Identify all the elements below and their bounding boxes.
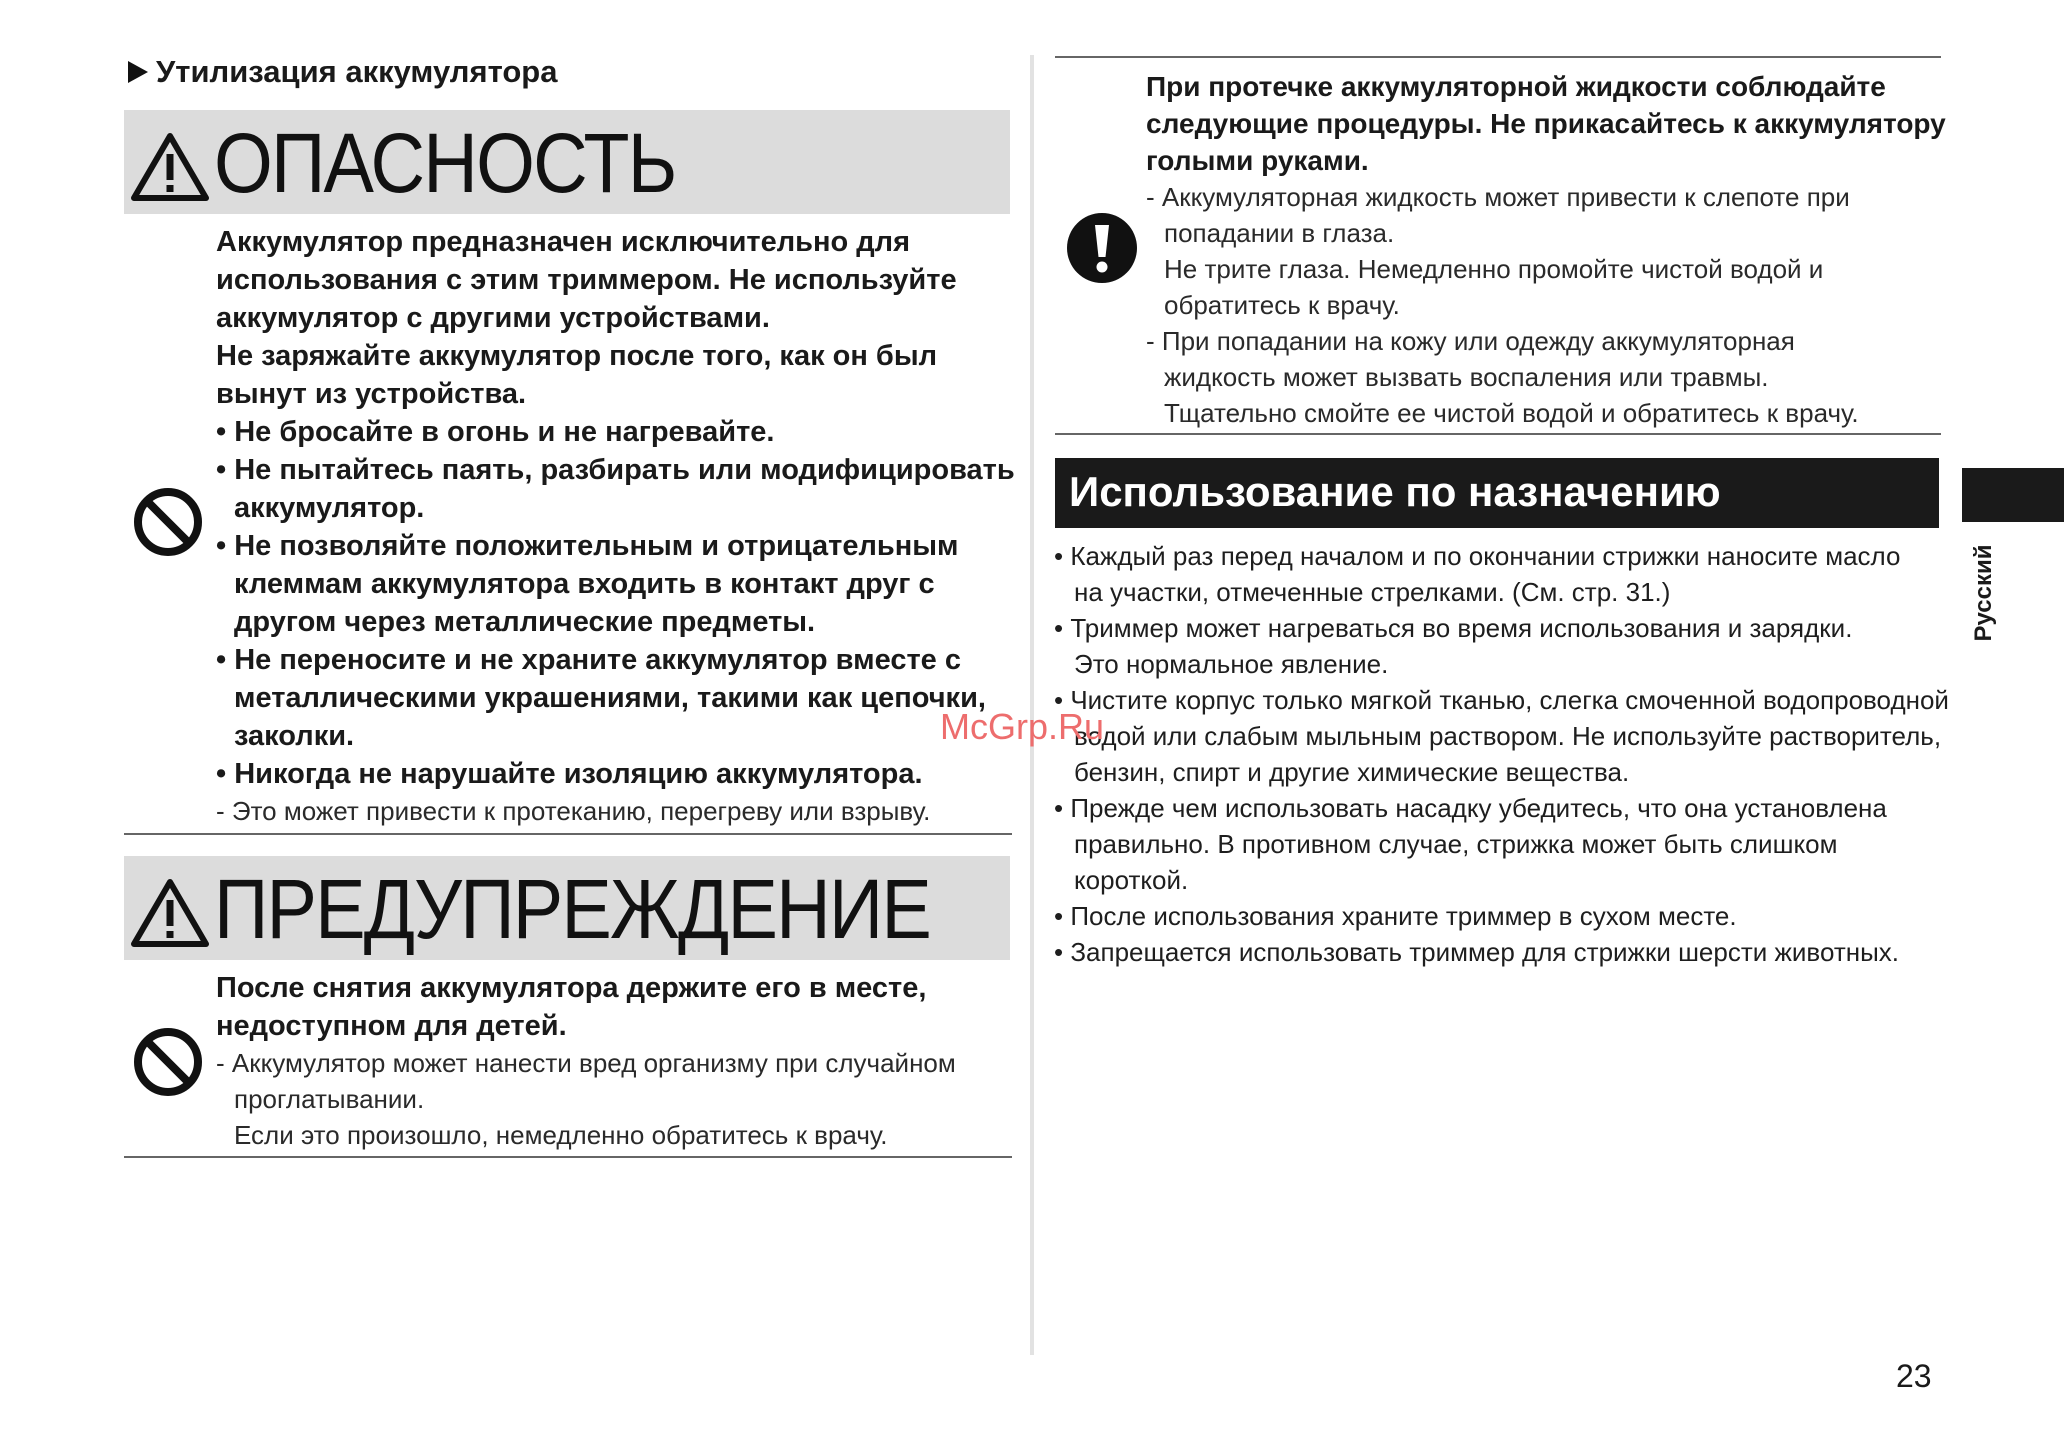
list-item: • Триммер может нагреваться во время использования и зарядки. Это нормальное явление.: [1054, 613, 1853, 679]
warning-intro-line: После снятия аккумулятора держите его в месте,: [216, 972, 927, 1004]
warning-banner: [124, 856, 1010, 960]
leak-item-line: Тщательно смойте ее чистой водой и обратитесь к врачу.: [1164, 398, 1859, 428]
leak-item-line: Не трите глаза. Немедленно промойте чистой водой и: [1164, 254, 1824, 284]
usage-title: Использование по назначению: [1069, 468, 1721, 515]
language-label: Русский: [1970, 544, 1997, 642]
danger-intro-line: Не заряжайте аккумулятор после того, как он был: [216, 340, 938, 372]
list-item: • Запрещается использовать триммер для стрижки шерсти животных.: [1054, 937, 1900, 967]
leak-header-line: следующие процедуры. Не прикасайтесь к аккумулятору: [1146, 108, 1946, 139]
danger-intro-line: использования с этим триммером. Не используйте: [216, 264, 957, 296]
prohibited-icon: [132, 1026, 204, 1098]
danger-bullet: • Не позволяйте положительным и отрицательным клеммам аккумулятора входить в контакт друг с другом через металлические предметы.: [216, 530, 959, 638]
list-item: • Каждый раз перед началом и по окончании стрижки наносите масло на участки, отмеченные стрелками. (См. стр. 31.): [1054, 541, 1901, 607]
danger-title: ОПАСНОСТЬ: [214, 116, 676, 210]
leak-text-block: [1146, 68, 1946, 431]
danger-note: - Это может привести к протеканию, перегреву или взрыву.: [216, 796, 931, 826]
danger-bullet: • Никогда не нарушайте изоляцию аккумулятора.: [216, 758, 923, 790]
leak-item-line: обратитесь к врачу.: [1164, 290, 1400, 320]
warning-note-line: - Аккумулятор может нанести вред организму при случайном: [216, 1048, 956, 1078]
warning-title: ПРЕДУПРЕЖДЕНИЕ: [214, 862, 931, 956]
section-heading: Утилизация аккумулятора: [128, 54, 557, 90]
danger-intro-line: Аккумулятор предназначен исключительно для: [216, 226, 911, 258]
language-tab-marker: [1962, 468, 2064, 522]
usage-list: [1054, 538, 1954, 970]
danger-intro-line: вынут из устройства.: [216, 378, 527, 410]
watermark: McGrp.Ru: [940, 706, 1105, 747]
list-item: • Чистите корпус только мягкой тканью, слегка смоченной водопроводной водой или слабым мыльным раствором. Не используйте растворитель, бензин, спирт и другие химические вещества.: [1054, 685, 1949, 787]
section-divider: [1055, 56, 1941, 58]
list-item: • Прежде чем использовать насадку убедитесь, что она установлена правильно. В противном случае, стрижка может быть слишком короткой.: [1054, 793, 1887, 895]
play-triangle-icon: [128, 61, 148, 83]
leak-header-line: При протечке аккумуляторной жидкости соблюдайте: [1146, 71, 1886, 102]
exclamation-icon: [1066, 212, 1138, 284]
danger-text-block: [216, 223, 1016, 829]
section-divider: [124, 1156, 1012, 1158]
warning-note-line: проглатывании.: [234, 1084, 425, 1114]
warning-triangle-icon: [130, 878, 210, 948]
column-divider: [1030, 55, 1034, 1355]
leak-item-line: жидкость может вызвать воспаления или травмы.: [1164, 362, 1769, 392]
leak-header-line: голыми руками.: [1146, 145, 1369, 176]
section-divider: [1055, 433, 1941, 435]
prohibited-icon: [132, 486, 204, 558]
leak-item-line: - При попадании на кожу или одежду аккумуляторная: [1146, 326, 1795, 356]
warning-note-line: Если это произошло, немедленно обратитесь к врачу.: [234, 1120, 888, 1150]
danger-bullet: • Не бросайте в огонь и не нагревайте.: [216, 416, 775, 448]
warning-triangle-icon: [130, 132, 210, 202]
warning-text-block: [216, 969, 1016, 1153]
leak-item-line: - Аккумуляторная жидкость может привести к слепоте при: [1146, 182, 1850, 212]
danger-banner: [124, 110, 1010, 214]
danger-bullet: • Не переносите и не храните аккумулятор вместе с металлическими украшениями, такими как цепочки, заколки.: [216, 644, 986, 752]
danger-intro-line: аккумулятор с другими устройствами.: [216, 302, 770, 334]
usage-section-header: [1055, 458, 1939, 528]
page-number: 23: [1896, 1358, 1932, 1394]
section-divider: [124, 833, 1012, 835]
list-item: • После использования храните триммер в сухом месте.: [1054, 901, 1737, 931]
danger-bullet: • Не пытайтесь паять, разбирать или модифицировать аккумулятор.: [216, 454, 1015, 524]
warning-intro-line: недоступном для детей.: [216, 1010, 567, 1042]
leak-item-line: попадании в глаза.: [1164, 218, 1395, 248]
